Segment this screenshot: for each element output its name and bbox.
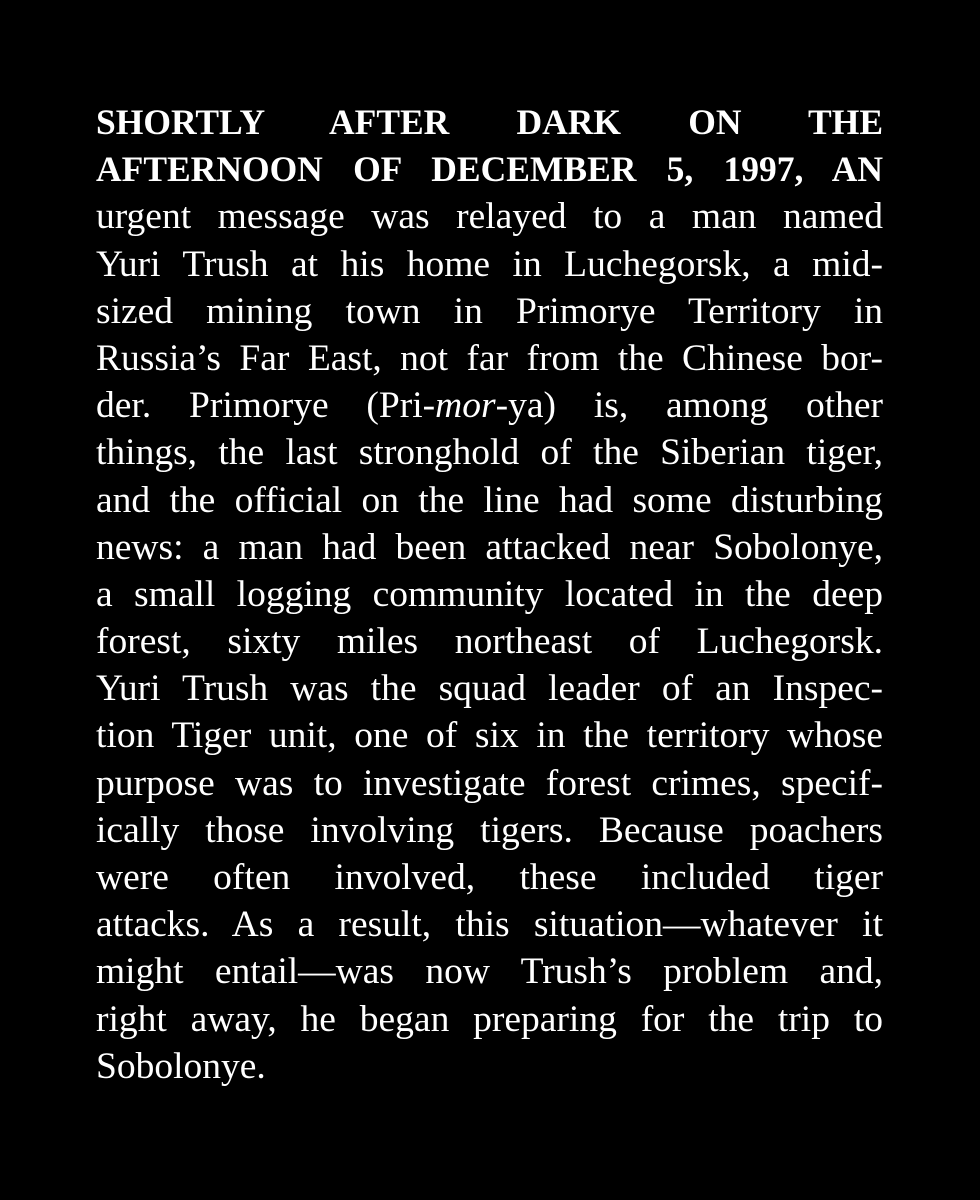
article-text <box>96 99 883 1090</box>
body-line-10: news: a man had been attacked near Sobolonye, <box>96 526 883 568</box>
body-line-7 <box>96 382 883 429</box>
body-line-6: Russia’s Far East, not far from the Chinese bor- <box>96 337 883 379</box>
lead-in-line-1: SHORTLY AFTER DARK ON THE <box>96 102 883 142</box>
body-line-18: attacks. As a result, this situation—whatever it <box>96 904 883 946</box>
body-line-3: urgent message was relayed to a man named <box>96 196 883 238</box>
body-line-20: right away, he began preparing for the trip to <box>96 998 883 1040</box>
body-line-15: purpose was to investigate forest crimes, specif- <box>96 762 883 804</box>
pronunciation-italic: mor <box>435 385 496 427</box>
body-line-7-end: -ya) is, among other <box>495 385 883 427</box>
body-line-19: might entail—was now Trush’s problem and, <box>96 951 883 993</box>
body-line-12: forest, sixty miles northeast of Luchegorsk. <box>96 621 883 663</box>
body-line-16: ically those involving tigers. Because poachers <box>96 809 883 851</box>
body-line-7-start: der. Primorye (Pri- <box>96 385 436 427</box>
body-line-21: Sobolonye. <box>96 1045 266 1087</box>
body-line-4: Yuri Trush at his home in Luchegorsk, a mid- <box>96 243 883 285</box>
body-line-11: a small logging community located in the deep <box>96 573 883 615</box>
body-line-13: Yuri Trush was the squad leader of an Inspec- <box>96 668 883 710</box>
lead-in-line-2: AFTERNOON OF DECEMBER 5, 1997, AN <box>96 149 883 190</box>
body-line-9: and the official on the line had some disturbing <box>96 479 883 521</box>
body-line-8: things, the last stronghold of the Siberian tiger, <box>96 432 883 474</box>
body-line-5: sized mining town in Primorye Territory in <box>96 290 883 332</box>
body-line-14: tion Tiger unit, one of six in the territory whose <box>96 715 883 757</box>
body-line-17: were often involved, these included tiger <box>96 857 883 898</box>
